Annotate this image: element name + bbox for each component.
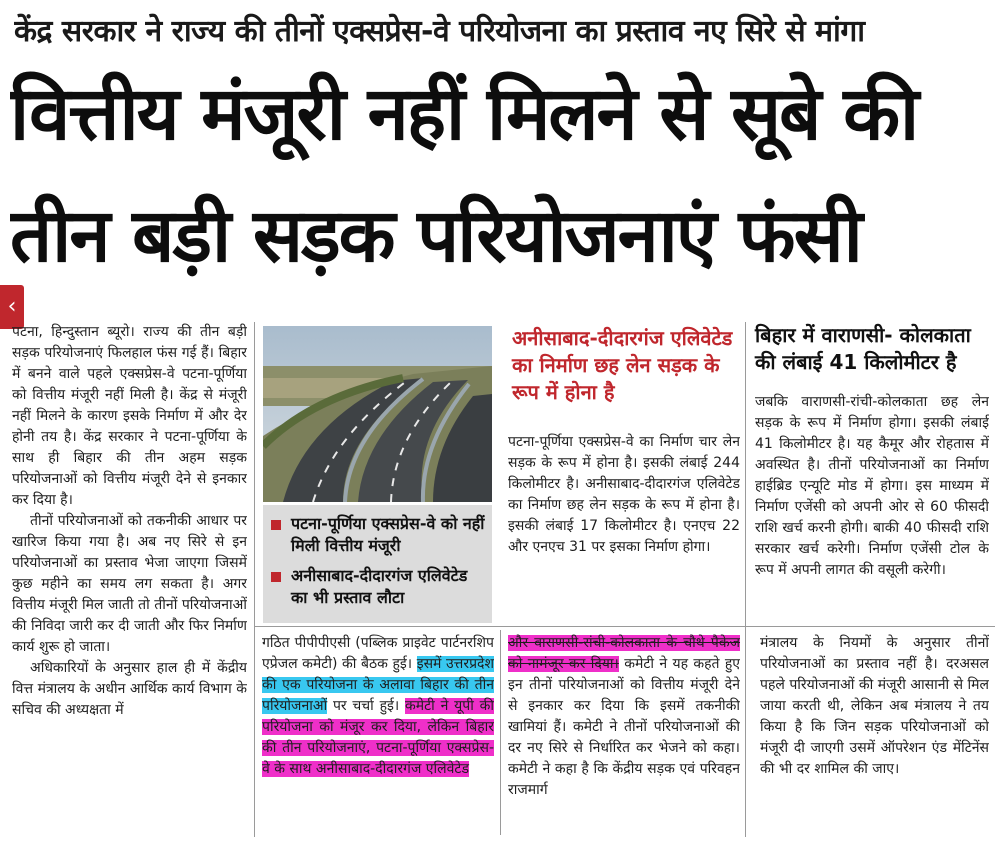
paragraph: अधिकारियों के अनुसार हाल ही में केंद्रीय वित्त मंत्रालय के अधीन आर्थिक कार्य विभाग के सचिव की अध्यक्षता में bbox=[12, 660, 247, 718]
paragraph: पटना-पूर्णिया एक्सप्रेस-वे का निर्माण चार लेन सड़क के रूप में होना है। इसकी लंबाई 244 किलोमीटर है। अनीसाबाद-दीदारगंज एलिवेटेड का निर्माण छह लेन सड़क के रूप में होना है। इसकी लंबाई 17 किलोमीटर है। एनएच 22 और एनएच 31 पर इसका निर्माण होगा। bbox=[508, 434, 740, 555]
pull-quote-text: अनीसाबाद-दीदारगंज एलिवेटेड का भी प्रस्ताव लौटा bbox=[291, 566, 468, 607]
highlighted-text-magenta: और वाराणसी-रांची-कोलकाता के चौथे पैकेज को नामंजूर कर दिया। bbox=[508, 635, 740, 672]
column-divider bbox=[745, 322, 746, 837]
column-divider bbox=[254, 322, 255, 837]
text-run: कमेटी ने यह कहते हुए इन तीनों परियोजनाओं को वित्तीय मंजूरी देने से इनकार कर दिया कि इसमें तकनीकी खामियां हैं। कमेटी ने तीनों परियोजनाओं की दर नए सिरे से निर्धारित कर भेजने को कहा। कमेटी ने कहा है कि केंद्रीय सड़क एवं परिवहन राजमार्ग bbox=[508, 656, 740, 798]
main-headline-line-1: वित्तीय मंजूरी नहीं मिलने से सूबे की bbox=[10, 71, 918, 157]
text-run: गठित पीपीपीएसी (पब्लिक प्राइवेट पार्टनरशिप एप्रेजल कमेटी) की बैठक हुई। bbox=[262, 635, 494, 672]
subheading-anisabad: अनीसाबाद-दीदारगंज एलिवेटेड का निर्माण छह लेन सड़क के रूप में होना है bbox=[512, 326, 733, 404]
paragraph bbox=[262, 633, 494, 780]
pull-quote-item bbox=[271, 565, 487, 609]
pull-quote-item bbox=[271, 513, 487, 557]
article-column-1 bbox=[12, 322, 247, 837]
text-run: पर चर्चा हुई। bbox=[332, 698, 400, 714]
paragraph bbox=[508, 633, 740, 801]
main-headline-line-2: तीन बड़ी सड़क परियोजनाएं फंसी bbox=[10, 193, 861, 279]
kicker-headline: केंद्र सरकार ने राज्य की तीनों एक्सप्रेस-वे परियोजना का प्रस्ताव नए सिरे से मांगा bbox=[14, 14, 865, 49]
expressway-photo bbox=[263, 326, 492, 502]
bullet-square-icon bbox=[271, 520, 281, 530]
column-divider bbox=[500, 630, 501, 835]
paragraph: तीनों परियोजनाओं को तकनीकी आधार पर खारिज किया गया है। अब नए सिरे से इन परियोजनाओं का प्रस्ताव भेजा जाएगा जिसमें कुछ महीने का समय लग सकता है। अगर वित्तीय मंजूरी मिल जाती तो तीनों परियोजनाओं की निविदा जारी कर दी जाती और फिर निर्माण कार्य शुरू हो जाता। bbox=[12, 513, 247, 655]
subheading-varanasi: बिहार में वाराणसी- कोलकाता की लंबाई 41 किलोमीटर है bbox=[755, 323, 971, 374]
pull-quote-box bbox=[263, 505, 492, 623]
article-column-3 bbox=[508, 432, 740, 612]
highlighted-text-magenta: कमेटी ने यूपी की परियोजना को मंजूर कर दिया, लेकिन बिहार की तीन परियोजनाएं, पटना-पूर्णिया एक्सप्रेस-वे के साथ अनीसाबाद-दीदारगंज एलिवेटेड bbox=[262, 698, 494, 777]
paragraph: जबकि वाराणसी-रांची-कोलकाता छह लेन सड़क के रूप में निर्माण होगा। इसकी लंबाई 41 किलोमीटर है। यह कैमूर और रोहतास में अवस्थित है। तीनों परियोजनाओं का निर्माण हाईब्रिड एन्यूटि मोड में होगा। इस माध्यम में निर्माण एजेंसी को अपनी ओर से 60 फीसदी राशि खर्च करनी होगी। बाकी 40 फीसदी राशि सरकार खर्च करेगी। निर्माण एजेंसी टोल के रूप में अपनी लागत की वसूली करेगी। bbox=[755, 394, 989, 578]
article-column-4-bottom bbox=[760, 633, 989, 838]
paragraph: पटना, हिन्दुस्तान ब्यूरो। राज्य की तीन बड़ी सड़क परियोजनाएं फिलहाल फंस गई हैं। बिहार में बनने वाले पहले एक्सप्रेस-वे पटना-पूर्णिया को वित्तीय मंजूरी नहीं मिली है। केंद्र से मंजूरी नहीं मिलने के कारण इसके निर्माण में और देर होनी तय है। केंद्र सरकार ने पटना-पूर्णिया के साथ ही बिहार की तीन अहम सड़क परियोजनाओं को वित्तीय मंजूरी देने से इनकार कर दिया है। bbox=[12, 324, 247, 508]
article-column-4 bbox=[755, 392, 989, 617]
article-column-3-bottom bbox=[508, 633, 740, 838]
section-divider bbox=[255, 626, 995, 627]
pull-quote-text: पटना-पूर्णिया एक्सप्रेस-वे को नहीं मिली वित्तीय मंजूरी bbox=[291, 514, 485, 555]
highlighted-text-cyan: इसमें उत्तरप्रदेश की एक परियोजना के अलावा बिहार की तीन परियोजनाओं bbox=[262, 656, 494, 714]
article-column-2-bottom bbox=[262, 633, 494, 838]
bullet-square-icon bbox=[271, 572, 281, 582]
paragraph: मंत्रालय के नियमों के अनुसार तीनों परियोजनाओं का प्रस्ताव नहीं है। दरअसल पहले परियोजनाओं की मंजूरी आसानी से मिल जाया करती थी, लेकिन अब मंत्रालय ने तय किया है कि जिन सड़क परियोजनाओं को मंजूरी दी जाएगी उसमें ऑपरेशन एंड मेंटिनेंस की भी दर शामिल की जाए। bbox=[760, 635, 989, 777]
previous-arrow-icon[interactable]: ‹ bbox=[0, 285, 24, 329]
